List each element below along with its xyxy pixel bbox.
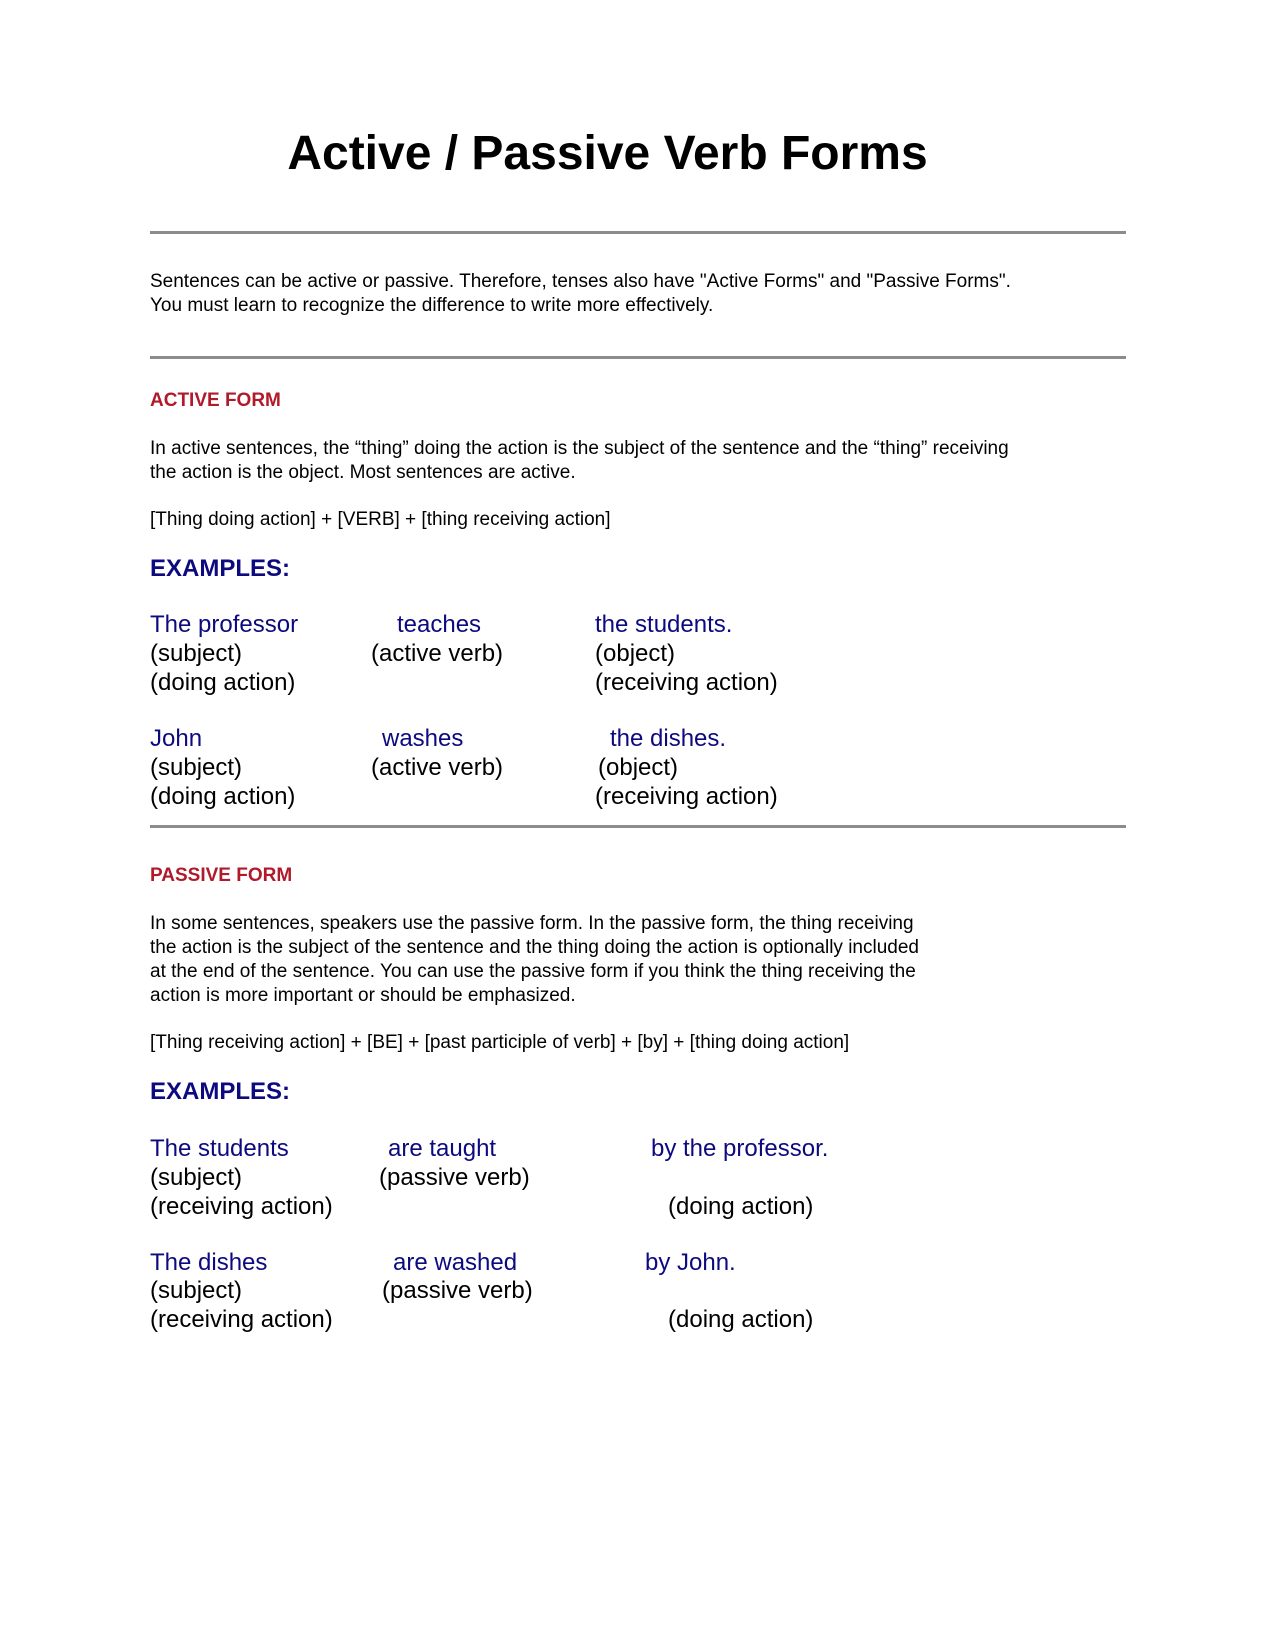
active-para-line: In active sentences, the “thing” doing the action is the subject of the sentence and the “thing” receiving <box>150 438 1009 459</box>
example-object: the dishes. <box>610 725 727 752</box>
example-label: (doing action) <box>668 1306 814 1333</box>
active-para-line: the action is the object. Most sentences are active. <box>150 462 576 483</box>
example-subject: The professor <box>150 611 299 638</box>
passive-para-line: action is more important or should be emphasized. <box>150 985 576 1006</box>
example-verb: washes <box>382 725 464 752</box>
active-form-heading: ACTIVE FORM <box>150 390 281 411</box>
divider <box>150 231 1126 234</box>
example-subject: The dishes <box>150 1249 268 1276</box>
example-object: the students. <box>595 611 733 638</box>
example-label: (doing action) <box>150 783 296 810</box>
passive-formula: [Thing receiving action] + [BE] + [past participle of verb] + [by] + [thing doing action] <box>150 1032 850 1053</box>
passive-para-line: the action is the subject of the sentence and the thing doing the action is optionally included <box>150 937 919 958</box>
example-label: (subject) <box>150 1164 243 1191</box>
example-label: (receiving action) <box>595 783 778 810</box>
divider <box>150 825 1126 828</box>
example-label: (active verb) <box>371 754 504 781</box>
example-label: (doing action) <box>668 1193 814 1220</box>
passive-para-line: In some sentences, speakers use the passive form. In the passive form, the thing receiving <box>150 913 914 934</box>
example-verb: are washed <box>393 1249 518 1276</box>
example-label: (passive verb) <box>379 1164 530 1191</box>
example-subject: John <box>150 725 203 752</box>
active-examples-label: EXAMPLES: <box>150 555 291 582</box>
passive-form-heading: PASSIVE FORM <box>150 865 293 886</box>
example-label: (subject) <box>150 640 243 667</box>
example-label: (doing action) <box>150 669 296 696</box>
example-label: (receiving action) <box>595 669 778 696</box>
example-label: (active verb) <box>371 640 504 667</box>
example-label: (passive verb) <box>382 1277 533 1304</box>
example-agent: by the professor. <box>651 1135 829 1162</box>
example-agent: by John. <box>645 1249 736 1276</box>
example-label: (receiving action) <box>150 1306 333 1333</box>
page-title: Active / Passive Verb Forms <box>287 127 928 180</box>
intro-line-1: Sentences can be active or passive. Therefore, tenses also have "Active Forms" and "Passive Forms". <box>150 271 1011 292</box>
example-verb: teaches <box>397 611 482 638</box>
example-label: (object) <box>598 754 679 781</box>
active-formula: [Thing doing action] + [VERB] + [thing receiving action] <box>150 509 611 530</box>
example-label: (subject) <box>150 1277 243 1304</box>
example-subject: The students <box>150 1135 289 1162</box>
example-label: (receiving action) <box>150 1193 333 1220</box>
example-verb: are taught <box>388 1135 497 1162</box>
passive-para-line: at the end of the sentence. You can use the passive form if you think the thing receiving the <box>150 961 916 982</box>
intro-line-2: You must learn to recognize the difference to write more effectively. <box>150 295 714 316</box>
passive-examples-label: EXAMPLES: <box>150 1078 291 1105</box>
example-label: (object) <box>595 640 676 667</box>
divider <box>150 356 1126 359</box>
example-label: (subject) <box>150 754 243 781</box>
